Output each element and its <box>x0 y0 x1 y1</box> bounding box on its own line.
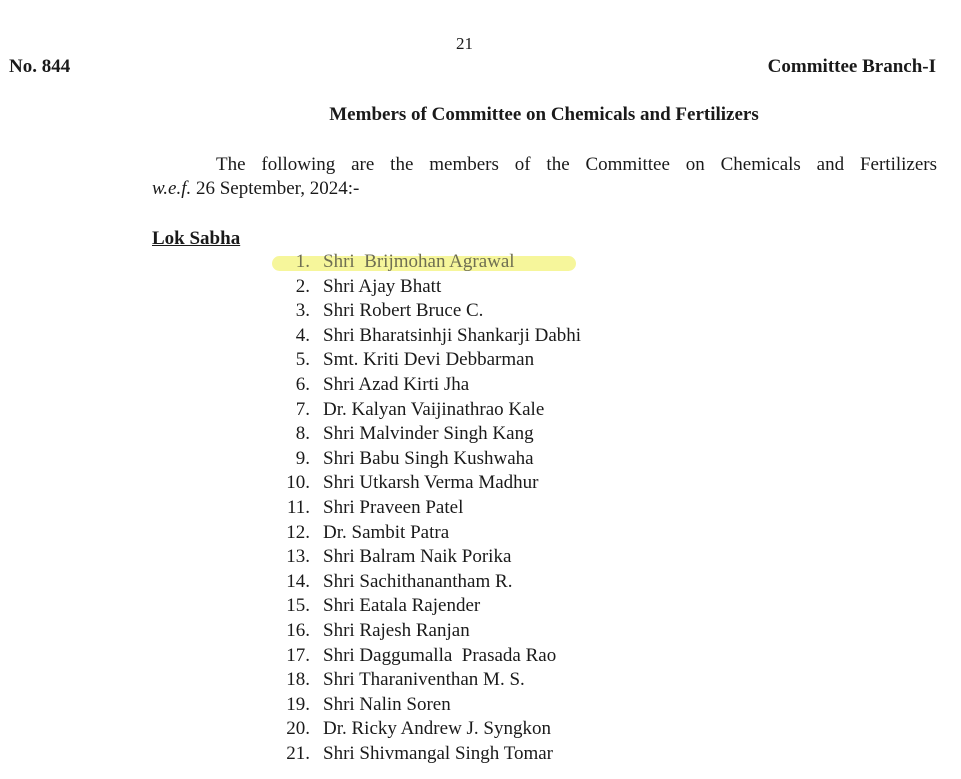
list-item <box>270 398 581 423</box>
member-number: 9. <box>295 447 310 469</box>
member-number: 2. <box>295 275 310 297</box>
member-number: 13. <box>286 546 310 568</box>
member-number: 20. <box>286 718 310 740</box>
member-name: Shri Brijmohan Agrawal <box>323 251 515 272</box>
list-item <box>270 594 581 619</box>
member-name: Shri Shivmangal Singh Tomar <box>323 742 554 764</box>
member-name: Dr. Ricky Andrew J. Syngkon <box>323 718 551 740</box>
list-item-highlighted <box>270 250 581 275</box>
document-number: No. 844 <box>9 56 71 77</box>
list-item <box>270 644 581 669</box>
member-number: 6. <box>295 373 310 395</box>
list-item <box>270 570 581 595</box>
member-number: 8. <box>295 423 310 445</box>
member-number: 11. <box>286 496 310 518</box>
member-name: Shri Ajay Bhatt <box>323 275 442 297</box>
list-item <box>270 496 581 521</box>
intro-date: 26 September, 2024:- <box>191 178 360 199</box>
list-item <box>270 668 581 693</box>
list-item <box>270 373 581 398</box>
member-number: 17. <box>286 644 310 666</box>
member-number: 10. <box>286 472 310 494</box>
member-number: 16. <box>286 619 310 641</box>
list-item <box>270 471 581 496</box>
member-name: Shri Tharaniventhan M. S. <box>323 669 525 691</box>
list-item <box>270 348 581 373</box>
member-name: Shri Robert Bruce C. <box>323 300 484 322</box>
member-name: Dr. Sambit Patra <box>323 521 450 543</box>
list-item <box>270 275 581 300</box>
member-number: 7. <box>295 398 310 420</box>
list-item <box>270 545 581 570</box>
member-number: 18. <box>286 669 310 691</box>
member-number: 15. <box>286 595 310 617</box>
member-number: 5. <box>295 349 310 371</box>
page-number: 21 <box>456 34 473 53</box>
list-item <box>270 422 581 447</box>
list-item <box>270 619 581 644</box>
section-heading-lok-sabha: Lok Sabha <box>152 228 241 249</box>
branch-name: Committee Branch-I <box>767 56 936 77</box>
list-item <box>270 447 581 472</box>
intro-wef: w.e.f. <box>152 178 192 199</box>
member-name: Shri Sachithanantham R. <box>323 570 513 592</box>
member-name: Shri Daggumalla Prasada Rao <box>323 644 557 666</box>
member-name: Shri Malvinder Singh Kang <box>323 423 534 445</box>
list-item <box>270 521 581 546</box>
list-item <box>270 299 581 324</box>
member-name: Shri Eatala Rajender <box>323 595 481 617</box>
member-name: Shri Praveen Patel <box>323 496 464 518</box>
list-item <box>270 717 581 742</box>
list-item <box>270 324 581 349</box>
member-name: Shri Rajesh Ranjan <box>323 619 470 641</box>
member-number: 4. <box>295 324 310 346</box>
member-number: 21. <box>286 742 310 764</box>
member-number: 19. <box>286 693 310 715</box>
list-item <box>270 742 581 767</box>
list-item <box>270 693 581 718</box>
intro-line: The following are the members of the Committee on Chemicals and Fertilizers <box>216 154 937 175</box>
member-name: Shri Utkarsh Verma Madhur <box>323 472 539 494</box>
member-name: Shri Bharatsinhji Shankarji Dabhi <box>323 324 582 346</box>
document-title: Members of Committee on Chemicals and Fertilizers <box>329 104 759 125</box>
intro-paragraph <box>152 153 937 201</box>
member-number: 3. <box>295 300 310 322</box>
member-number: 12. <box>286 521 310 543</box>
member-number: 1. <box>295 251 310 272</box>
member-name: Dr. Kalyan Vaijinathrao Kale <box>323 398 545 420</box>
member-name: Shri Babu Singh Kushwaha <box>323 447 534 469</box>
members-list <box>270 250 581 766</box>
member-name: Shri Balram Naik Porika <box>323 546 512 568</box>
member-number: 14. <box>286 570 310 592</box>
member-name: Smt. Kriti Devi Debbarman <box>323 349 535 371</box>
member-name: Shri Nalin Soren <box>323 693 451 715</box>
member-name: Shri Azad Kirti Jha <box>323 373 470 395</box>
